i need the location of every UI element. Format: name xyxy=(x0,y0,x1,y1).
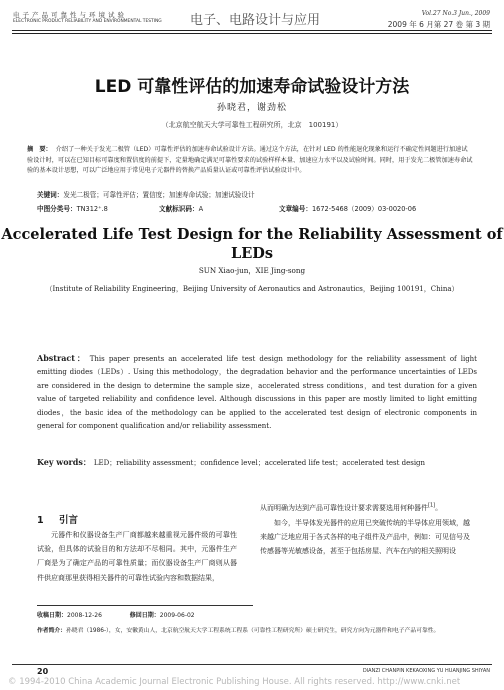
intro-paragraph-1: 元器件和仪器设备生产厂商都越来越重视元器件级的可靠性试验，但具体的试验目的和方法却不尽相同。其中，元器件生产厂商是为了确定产品的可靠性质量；而仪器设备生产厂商则从器件供应商那里获得相关器件的可靠性试验内容和数据结果， xyxy=(37,531,237,582)
section-1-heading xyxy=(37,512,78,526)
footnote-author: 作者简介：孙晓君（1986-），女，安徽黄山人，北京航空航天大学工程系统工程系（可靠性工程研究所）硕士研究生，研究方向为元器件和电子产品可靠性。 xyxy=(37,628,440,634)
abstract-cn-label: 摘 要： xyxy=(27,146,52,153)
body-column-right xyxy=(260,499,470,558)
abstract-cn-text: 介绍了一种关于发光二极管（LED）可靠性评估的加速寿命试验设计方法。通过这个方法，在针对 LED 的性能退化现象和运行不确定性问题进行加速试验设计时，可以在已知目标可靠度和置信度的前提下，定量地确定满足可靠性要求的试验样样本量、加速应力水平以及试验时间。同时，用于发光二极管加速寿命试验的基本设计思想，可以广泛地应用于常见电子元器件的替换产品质量认证或可靠性评估试验设计中。 xyxy=(27,146,473,174)
keywords-cn-text: 发光二极管；可靠性评估；置信度；加速寿命试验；加速试验设计 xyxy=(63,191,255,199)
received-date: 2008-12-26 xyxy=(67,612,102,619)
paper-title-cn: LED 可靠性评估的加速寿命试验设计方法 xyxy=(94,77,410,97)
body-column-left xyxy=(37,528,237,585)
intro-paragraph-1-continued: 从而明确为达到产品可靠性设计要求需要选用何种器件[1]。 xyxy=(260,503,443,513)
section-heading: 电子、电路设计与应用 xyxy=(190,13,321,28)
page-number: 20 xyxy=(37,667,49,676)
footer-rule xyxy=(12,664,492,665)
abstract-en-label: Abstract： xyxy=(37,353,87,363)
keywords-en-label: Key words： xyxy=(37,457,91,467)
journal-title-en: ELECTRONIC PRODUCT RELIABILITY AND ENVIRONMENTAL TESTING xyxy=(13,19,162,24)
revised-date: 2009-06-02 xyxy=(159,612,195,619)
section-1-number: 1 xyxy=(37,515,44,526)
abstract-en xyxy=(37,352,477,433)
header-rule-thin xyxy=(12,33,492,34)
authors-en: SUN Xiao-jun，XIE Jing-song xyxy=(198,266,306,275)
document-code: 文献标识码：A xyxy=(159,205,204,213)
journal-title-cn: 电子产品可靠性与环境试验 xyxy=(13,11,127,19)
authors-cn: 孙晓君，谢劲松 xyxy=(216,103,287,113)
section-1-title: 引言 xyxy=(59,515,79,526)
keywords-en-text: LED；reliability assessment；confidence level；accelerated life test；accelerated test design xyxy=(93,459,426,467)
paper-title-en: Accelerated Life Test Design for the Reliability Assessment of LEDs xyxy=(1,226,503,262)
footer-journal-pinyin: DIANZI CHANPIN KEKAOXING YU HUANJING SHIYAN xyxy=(362,668,490,674)
keywords-en xyxy=(37,456,477,470)
citation-ref: [1] xyxy=(428,503,436,509)
copyright-watermark: © 1994-2010 China Academic Journal Electronic Publishing House. All rights reserved. http://www.cnki.net xyxy=(8,677,461,687)
volume-issue-en: Vol.27 No.3 Jun., 2009 xyxy=(421,10,490,17)
author-bio: 孙晓君（1986-），女，安徽黄山人，北京航空航天大学工程系统工程系（可靠性工程研究所）硕士研究生，研究方向为元器件和电子产品可靠性。 xyxy=(66,628,440,634)
affiliation-en: （Institute of Reliability Engineering，Beijing University of Aeronautics and Astronautics，Beijing 100191，China） xyxy=(45,285,459,293)
footnote-dates: 收稿日期：2008-12-26 修回日期：2009-06-02 xyxy=(37,612,195,619)
footnote-rule xyxy=(37,605,253,606)
keywords-cn xyxy=(37,189,477,199)
keywords-cn-label: 关键词： xyxy=(37,191,64,199)
header-rule-thick xyxy=(12,30,492,31)
intro-paragraph-2: 如今，半导体发光器件的应用已突破传统的半导体应用领域，越来越广泛地应用于各式各样的电子组件及产品中，例如：可见信号及传感器等光敏感设备，甚至于包括房屋、汽车在内的相关照明设 xyxy=(260,518,470,555)
volume-issue-cn: 2009 年 6 月第 27 卷 第 3 期 xyxy=(387,20,490,29)
affiliation-cn: （北京航空航天大学可靠性工程研究所，北京 100191） xyxy=(161,121,343,129)
clc-number: 中图分类号：TN312⁺.8 xyxy=(37,205,108,213)
article-number: 文章编号：1672-5468（2009）03-0020-06 xyxy=(279,205,417,213)
abstract-en-text: This paper presents an accelerated life test design methodology for the reliability assessment of light emitting diodes（LEDs）. Using this methodology，the degradation behavior and the performance uncertainties of LEDs are considered in the design to determine the sample size，accelerated stress conditions，and test duration for a given value of targeted reliability and confidence level. Although discussions in this paper are mostly limited to light emitting diodes，the basic idea of the methodology can be applied to the accelerated test design of electronic components in general for component qualification and/or reliability assessment. xyxy=(37,355,477,431)
abstract-cn xyxy=(27,145,473,183)
